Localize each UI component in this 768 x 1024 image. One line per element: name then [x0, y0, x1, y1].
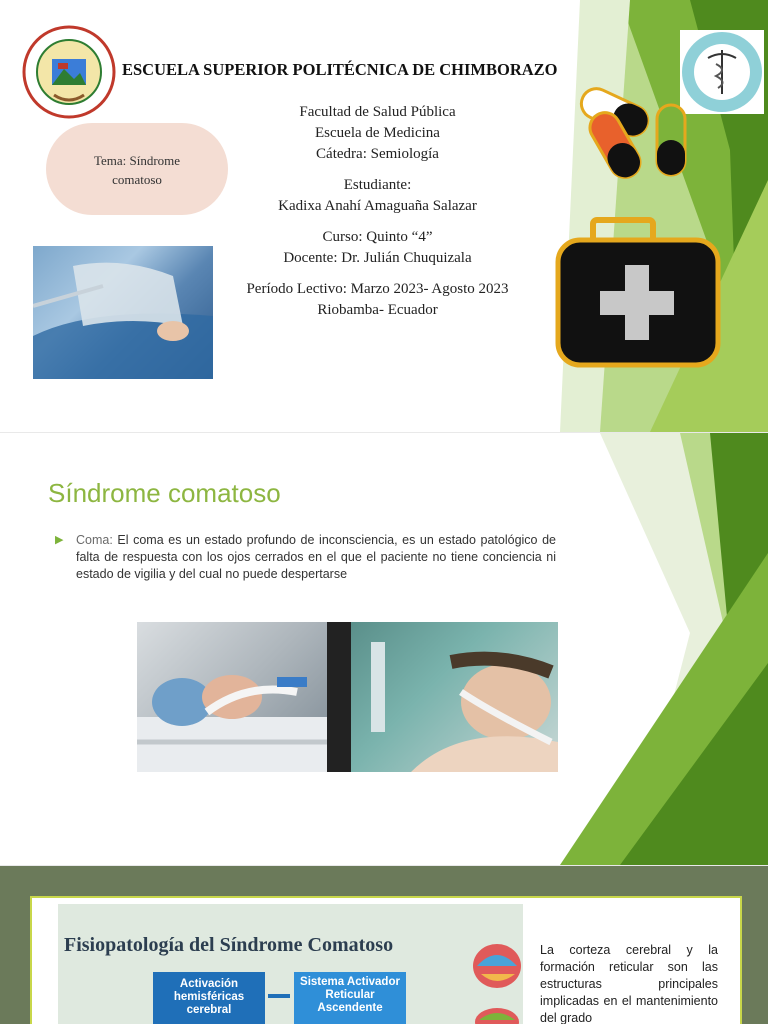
student-label: Estudiante:	[343, 177, 412, 193]
diagram-box-cerebral-activation: Activación hemisféricas cerebral	[153, 972, 265, 1024]
title-slide	[0, 0, 768, 432]
period-text: Período Lectivo: Marzo 2023- Agosto 2023	[246, 281, 509, 297]
pathophysiology-slide	[0, 866, 768, 1024]
student-name: Kadixa Anahí Amaguaña Salazar	[278, 198, 477, 214]
pills-icon	[570, 80, 700, 190]
brain-icon	[471, 940, 523, 1024]
chair-text: Cátedra: Semiología	[316, 146, 439, 162]
coma-patient-photo-2	[351, 622, 558, 772]
definition-paragraph	[56, 532, 556, 583]
definition-text: El coma es un estado profundo de inconsciencia, es un estado patológico de falta de respuesta con los ojos cerrados en el que el paciente no tiene conciencia ni estado de vigilia y del cual no puede despertarse	[76, 533, 556, 581]
content-slide	[0, 433, 768, 865]
teacher-text: Docente: Dr. Julián Chuquizala	[283, 250, 472, 266]
hospital-patient-photo	[33, 246, 213, 379]
slide-title: Síndrome comatoso	[48, 478, 281, 508]
green-decoration	[560, 433, 768, 865]
bullet-arrow-icon: ▶	[55, 534, 64, 546]
institution-name: ESCUELA SUPERIOR POLITÉCNICA DE CHIMBORAZO	[122, 60, 558, 79]
faculty-text: Facultad de Salud Pública	[299, 104, 456, 120]
course-text: Curso: Quinto “4”	[322, 229, 433, 245]
diagram-title: Fisiopatología del Síndrome Comatoso	[64, 934, 394, 956]
topic-line2: comatoso	[112, 172, 162, 187]
photo-divider	[327, 622, 351, 772]
coma-patient-photo-1	[137, 622, 327, 772]
course-info	[200, 102, 555, 321]
diagram-box-reticular-system: Sistema Activador Reticular Ascendente	[294, 972, 406, 1024]
school-text: Escuela de Medicina	[315, 125, 440, 141]
city-text: Riobamba- Ecuador	[317, 302, 438, 318]
slide-frame	[30, 896, 742, 1024]
espoch-seal	[22, 25, 116, 119]
topic-line1: Tema: Síndrome	[93, 153, 181, 168]
explanation-text: La corteza cerebral y la formación reticular son las estructuras principales implicadas en el mantenimiento del grado	[540, 943, 718, 1024]
pathophysiology-diagram	[58, 904, 523, 1024]
term-label: Coma:	[76, 533, 113, 547]
diagram-arrow	[268, 994, 290, 998]
first-aid-kit-icon	[553, 215, 723, 375]
